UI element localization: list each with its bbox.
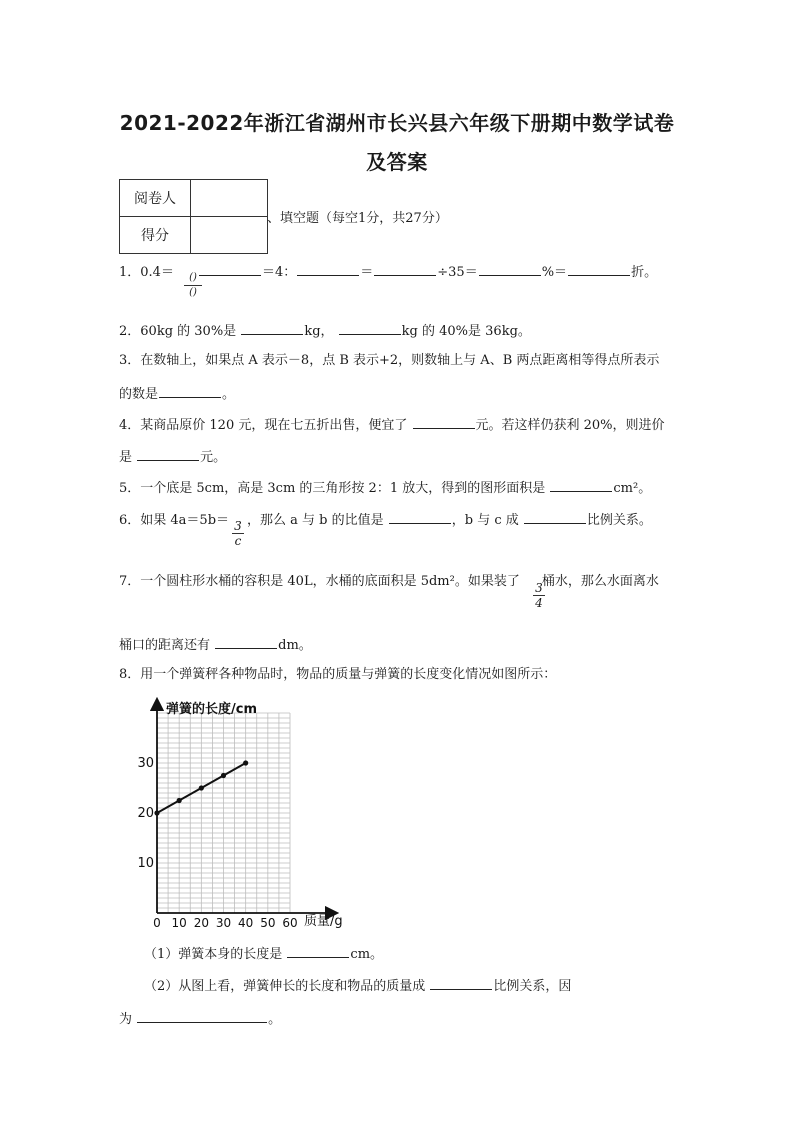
question-8-sub1 xyxy=(144,943,383,965)
grader-cell[interactable] xyxy=(191,180,268,217)
q7-text: 桶水，那么水面离水 xyxy=(541,574,659,589)
q8-sub2-text: 为 xyxy=(119,1012,133,1027)
x-axis-label: 质量/g xyxy=(304,914,343,929)
q7-text: dm。 xyxy=(278,638,312,653)
q6-blank-1[interactable] xyxy=(389,509,451,524)
q4-blank-1[interactable] xyxy=(413,414,475,429)
data-point xyxy=(154,810,159,815)
q7-fraction-numerator: 3 xyxy=(535,581,543,595)
question-6 xyxy=(119,509,652,531)
score-label: 得分 xyxy=(120,217,191,254)
question-8-sub2-line2 xyxy=(119,1008,281,1030)
q5-text: 5．一个底是 5cm，高是 3cm 的三角形按 2：1 放大，得到的图形面积是 xyxy=(119,481,546,496)
x-tick-label: 10 xyxy=(171,916,187,930)
question-3-line2 xyxy=(119,383,235,405)
question-8-sub2 xyxy=(144,975,571,997)
data-point xyxy=(177,798,182,803)
q2-blank-2[interactable] xyxy=(339,320,401,335)
q6-fraction-numerator: 3 xyxy=(234,519,242,533)
q8-sub2-text: 比例关系，因 xyxy=(493,979,572,994)
data-point xyxy=(199,785,204,790)
q6-text: 比例关系。 xyxy=(586,513,652,528)
q1-fraction-denominator: () xyxy=(189,287,197,298)
question-2 xyxy=(119,320,531,342)
q4-text: 元。 xyxy=(200,450,227,465)
q5-text: cm²。 xyxy=(613,481,652,496)
q7-text: 7．一个圆柱形水桶的容积是 40L，水桶的底面积是 5dm²。如果装了 xyxy=(119,574,520,589)
q1-text: 折。 xyxy=(631,265,658,280)
grader-label: 阅卷人 xyxy=(120,180,191,217)
q6-text: 6．如果 4a＝5b＝ xyxy=(119,513,230,528)
q6-fraction-denominator: c xyxy=(234,534,242,548)
q8-sub2-text: 。 xyxy=(268,1012,282,1027)
y-tick-label: 10 xyxy=(137,856,154,871)
q1-number: 1． xyxy=(119,265,141,280)
y-tick-label: 20 xyxy=(137,806,154,821)
q6-blank-2[interactable] xyxy=(524,509,586,524)
y-axis-label: 弹簧的长度/cm xyxy=(166,702,258,717)
question-4-line2 xyxy=(119,446,226,468)
document-title-line1: 2021-2022年浙江省湖州市长兴县六年级下册期中数学试卷 xyxy=(119,111,675,135)
q8-sub2-blank-1[interactable] xyxy=(430,975,492,990)
chart-grid xyxy=(157,713,290,913)
q1-text: %＝ xyxy=(541,265,568,280)
q2-text: 2．60kg 的 30%是 xyxy=(119,324,237,339)
data-point xyxy=(243,760,248,765)
x-tick-label: 0 xyxy=(153,916,161,930)
q1-fraction-numerator: () xyxy=(189,272,197,283)
q3-text: 的数是 xyxy=(119,387,159,402)
q1-text: ＝ xyxy=(360,265,374,280)
q1-text: 0.4＝ xyxy=(140,265,174,280)
score-cell[interactable] xyxy=(191,217,268,254)
q8-sub1-blank[interactable] xyxy=(287,943,349,958)
score-table xyxy=(119,179,268,254)
q3-text: 。 xyxy=(222,387,236,402)
q8-sub1-text: （1）弹簧本身的长度是 xyxy=(144,947,283,962)
data-point xyxy=(221,773,226,778)
x-tick-label: 40 xyxy=(238,916,254,930)
q3-blank[interactable] xyxy=(159,383,221,398)
x-tick-label: 50 xyxy=(260,916,276,930)
spring-length-chart xyxy=(136,696,366,936)
question-7 xyxy=(119,572,659,595)
q2-text: kg 的 40%是 36kg。 xyxy=(401,324,531,339)
q5-blank[interactable] xyxy=(550,477,612,492)
q2-text: kg， xyxy=(304,324,334,339)
q6-fraction xyxy=(232,520,244,547)
x-tick-label: 30 xyxy=(215,916,232,930)
question-4 xyxy=(119,414,665,436)
q1-fraction xyxy=(184,272,202,299)
q1-text: ÷35＝ xyxy=(437,265,478,280)
question-7-line2 xyxy=(119,634,312,656)
q6-text: ，b 与 c 成 xyxy=(451,513,519,528)
q1-blank-4[interactable] xyxy=(479,261,541,276)
x-tick-label: 60 xyxy=(282,916,298,930)
q4-text: 是 xyxy=(119,450,133,465)
q1-blank-3[interactable] xyxy=(374,261,436,276)
question-3: 3．在数轴上，如果点 A 表示－8，点 B 表示+2，则数轴上与 A、B 两点距离相等得点所表示 xyxy=(119,353,660,368)
document-title-line2: 及答案 xyxy=(366,150,428,174)
q6-text: ，那么 a 与 b 的比值是 xyxy=(247,513,384,528)
question-5 xyxy=(119,477,651,499)
q4-text: 4．某商品原价 120 元，现在七五折出售，便宜了 xyxy=(119,418,408,433)
q1-blank-2[interactable] xyxy=(297,261,359,276)
q7-fraction-denominator: 4 xyxy=(535,596,543,610)
y-tick-label: 30 xyxy=(137,756,154,771)
q1-text: ＝4： xyxy=(261,265,297,280)
q1-blank-5[interactable] xyxy=(568,261,630,276)
q8-sub2-blank-2[interactable] xyxy=(137,1008,267,1023)
chart-axes xyxy=(157,704,332,913)
x-tick-label: 20 xyxy=(193,916,209,930)
q2-blank-1[interactable] xyxy=(241,320,303,335)
q8-sub2-text: （2）从图上看，弹簧伸长的长度和物品的质量成 xyxy=(144,979,426,994)
q7-text: 桶口的距离还有 xyxy=(119,638,211,653)
section-heading: 、填空题（每空1分，共27分） xyxy=(267,211,448,226)
q8-sub1-text: cm。 xyxy=(350,947,384,962)
q7-fraction xyxy=(533,582,545,609)
q4-blank-2[interactable] xyxy=(137,446,199,461)
question-8: 8．用一个弹簧秤各种物品时，物品的质量与弹簧的长度变化情况如图所示： xyxy=(119,667,557,682)
q7-blank[interactable] xyxy=(215,634,277,649)
q1-blank-1[interactable] xyxy=(199,261,261,276)
q4-text: 元。若这样仍获利 20%，则进价 xyxy=(475,418,665,433)
